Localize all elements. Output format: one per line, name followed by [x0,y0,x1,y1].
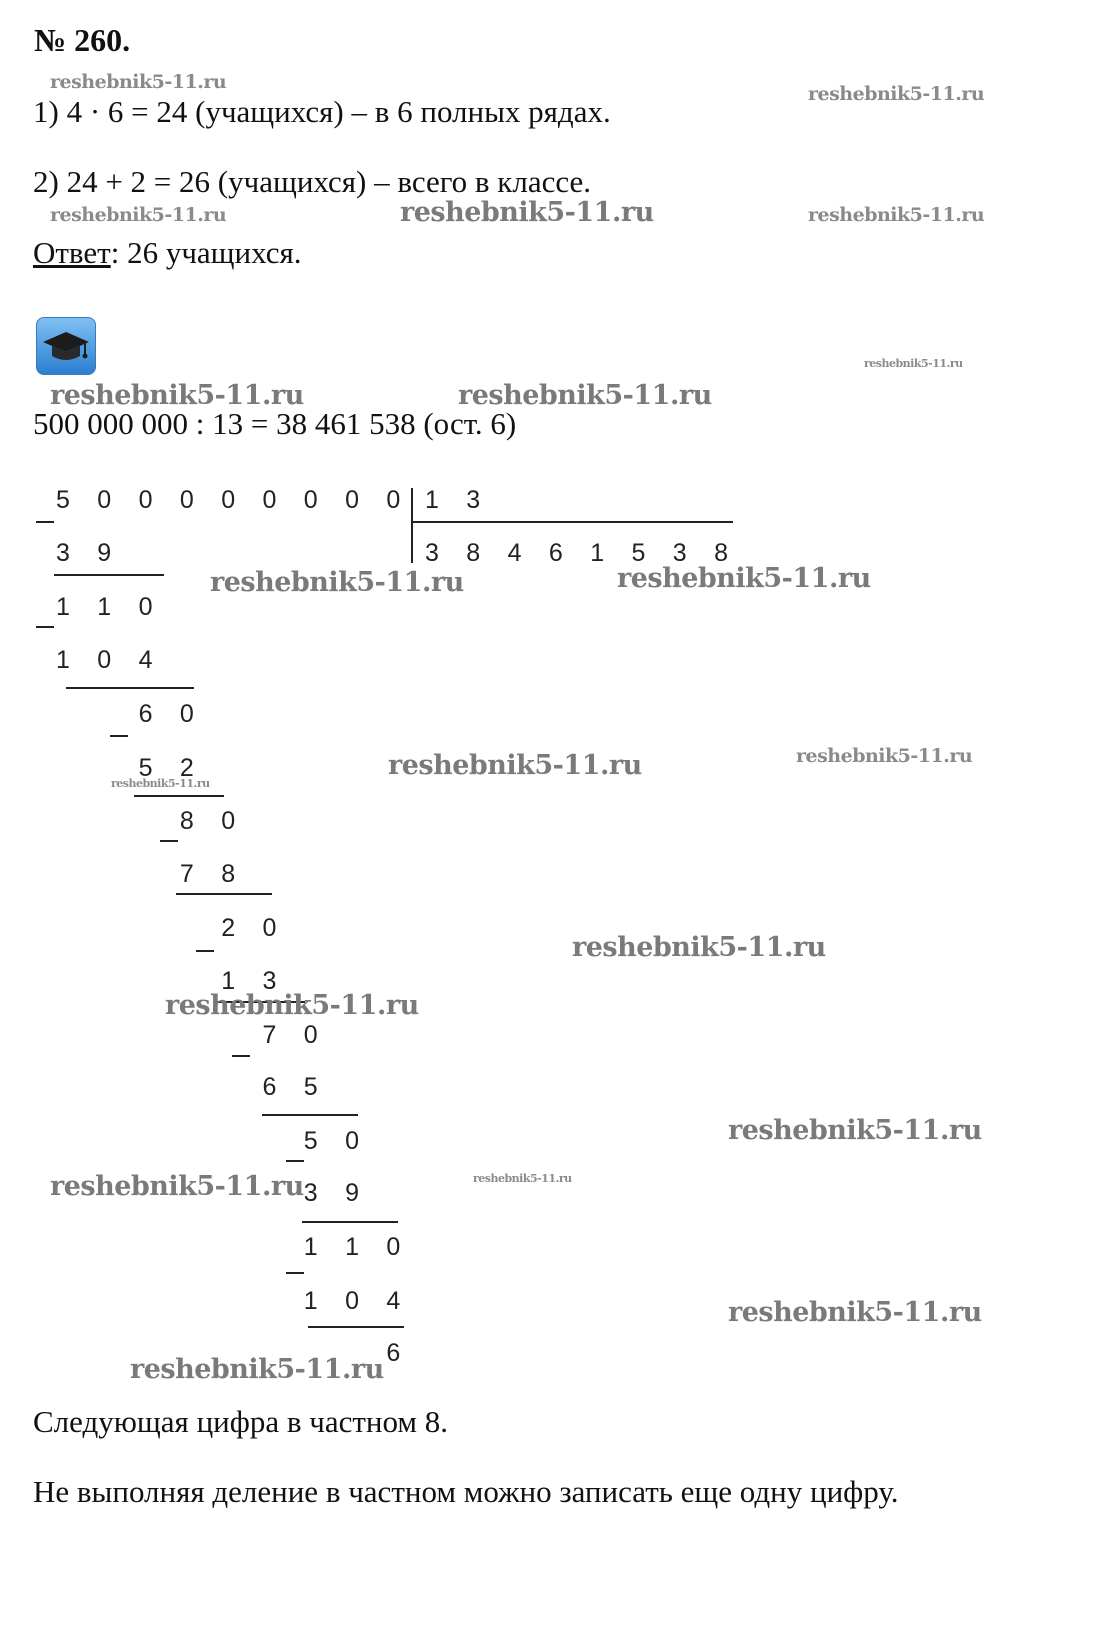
step-digit: 5 [303,1127,318,1155]
dividend-digit: 0 [262,486,277,514]
watermark: reshebnik5-11.ru [400,197,654,228]
minus-sign [196,950,214,952]
watermark: reshebnik5-11.ru [165,990,419,1021]
step-digit: 4 [386,1287,401,1315]
step-digit: 6 [386,1339,401,1367]
subtraction-line [134,795,224,797]
watermark: reshebnik5-11.ru [458,380,712,411]
watermark: reshebnik5-11.ru [572,932,826,963]
step-digit: 0 [221,807,236,835]
step-digit: 6 [138,700,153,728]
step-digit: 2 [221,914,236,942]
watermark: reshebnik5-11.ru [864,357,963,370]
step-digit: 0 [179,700,194,728]
step-digit: 7 [262,1021,277,1049]
step-digit: 1 [97,593,112,621]
dividend-digit: 0 [97,486,112,514]
subtraction-line [262,1114,358,1116]
step-digit: 2 [179,754,194,782]
step-digit: 1 [56,646,70,674]
divisor-digit: 3 [466,486,481,514]
minus-sign [286,1160,304,1162]
step-digit: 3 [56,539,70,567]
quotient-digit: 6 [548,539,563,567]
subtraction-line [54,574,164,576]
problem-number: № 260. [34,22,131,58]
division-bracket-vertical [411,488,413,563]
division-bracket-horizontal [411,521,733,523]
step-digit: 1 [303,1233,318,1261]
step-digit: 0 [303,1021,318,1049]
step-digit: 1 [345,1233,359,1261]
step-digit: 3 [262,967,277,995]
dividend-digit: 0 [386,486,401,514]
watermark: reshebnik5-11.ru [50,71,227,93]
answer-label: Ответ [33,235,111,270]
step-digit: 1 [303,1287,318,1315]
watermark: reshebnik5-11.ru [473,1172,572,1185]
watermark: reshebnik5-11.ru [50,380,304,411]
answer [33,235,302,271]
step-digit: 8 [221,860,236,888]
step-digit: 1 [221,967,236,995]
answer-text: : 26 учащихся. [110,235,302,270]
step-digit: 5 [138,754,153,782]
watermark: reshebnik5-11.ru [388,750,642,781]
dividend-digit: 5 [56,486,70,514]
step-digit: 5 [303,1073,318,1101]
watermark: reshebnik5-11.ru [50,204,227,226]
step-digit: 0 [262,914,277,942]
quotient-digit: 3 [425,539,439,567]
division-equation: 500 000 000 : 13 = 38 461 538 (ост. 6) [33,406,517,441]
step-digit: 9 [97,539,112,567]
step-digit: 8 [179,807,194,835]
graduation-cap-icon [36,317,96,375]
watermark: reshebnik5-11.ru [796,745,973,767]
minus-sign [36,521,54,523]
quotient-digit: 1 [590,539,605,567]
quotient-digit: 5 [631,539,646,567]
watermark: reshebnik5-11.ru [617,563,871,594]
step-digit: 6 [262,1073,277,1101]
subtraction-line [66,687,194,689]
step-digit: 1 [56,593,70,621]
step-1: 1) 4 · 6 = 24 (учащихся) – в 6 полных рядах. [33,94,611,129]
dividend-digit: 0 [138,486,153,514]
watermark: reshebnik5-11.ru [728,1115,982,1146]
subtraction-line [176,893,272,895]
step-digit: 0 [97,646,112,674]
minus-sign [36,626,54,628]
note-2: Не выполняя деление в частном можно записать еще одну цифру. [33,1474,899,1509]
step-2: 2) 24 + 2 = 26 (учащихся) – всего в классе. [33,164,591,199]
watermark: reshebnik5-11.ru [130,1354,384,1385]
minus-sign [286,1272,304,1274]
quotient-digit: 8 [714,539,728,567]
minus-sign [160,840,178,842]
minus-sign [110,735,128,737]
dividend-digit: 0 [303,486,318,514]
divisor-digit: 1 [425,486,439,514]
note-1: Следующая цифра в частном 8. [33,1404,449,1439]
watermark: reshebnik5-11.ru [111,777,210,790]
quotient-digit: 4 [507,539,522,567]
step-digit: 4 [138,646,153,674]
dividend-digit: 0 [179,486,194,514]
subtraction-line [302,1221,398,1223]
step-digit: 9 [345,1179,359,1207]
step-digit: 0 [138,593,153,621]
step-digit: 3 [303,1179,318,1207]
watermark: reshebnik5-11.ru [728,1297,982,1328]
step-digit: 7 [179,860,194,888]
step-digit: 0 [345,1287,359,1315]
watermark: reshebnik5-11.ru [50,1171,304,1202]
subtraction-line [308,1326,404,1328]
watermark: reshebnik5-11.ru [210,567,464,598]
watermark: reshebnik5-11.ru [808,83,985,105]
dividend-digit: 0 [345,486,359,514]
dividend-digit: 0 [221,486,236,514]
step-digit: 0 [386,1233,401,1261]
step-digit: 0 [345,1127,359,1155]
minus-sign [232,1055,250,1057]
quotient-digit: 8 [466,539,481,567]
watermark: reshebnik5-11.ru [808,204,985,226]
quotient-digit: 3 [672,539,687,567]
